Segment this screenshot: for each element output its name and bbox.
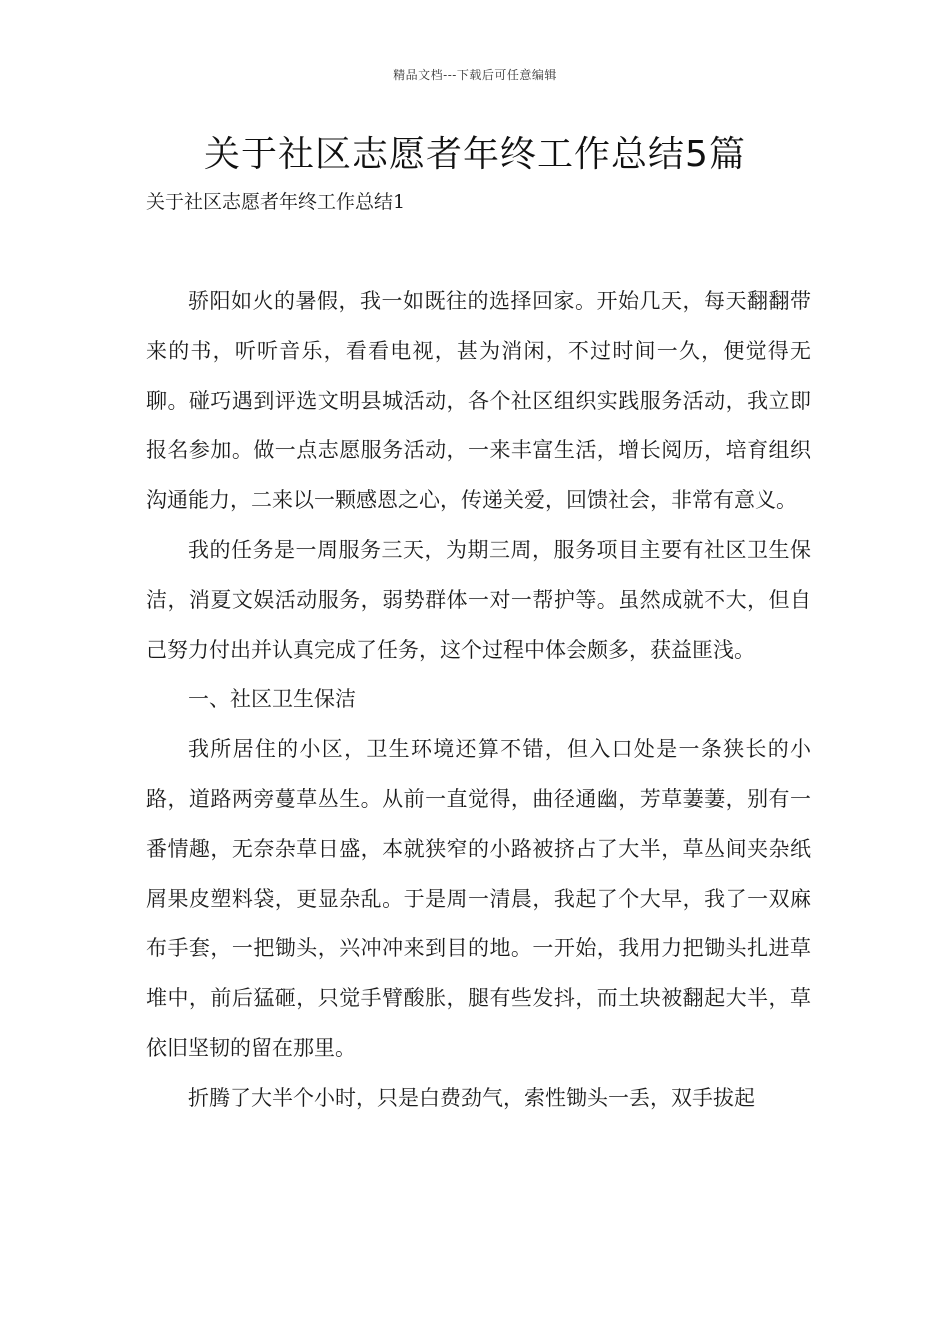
paragraph: 我的任务是一周服务三天，为期三周，服务项目主要有社区卫生保洁，消夏文娱活动服务，弱势群体一对一帮护等。虽然成就不大，但自己努力付出并认真完成了任务，这个过程中体会颇多，获益匪浅。 (146, 537, 811, 662)
header-note: 精品文档---下载后可任意编辑 (393, 68, 557, 82)
section-subtitle: 关于社区志愿者年终工作总结1 (146, 191, 406, 213)
document-body (146, 277, 811, 1124)
paragraph: 折腾了大半个小时，只是白费劲气，索性锄头一丢，双手拔起 (188, 1085, 755, 1110)
section-heading: 一、社区卫生保洁 (188, 687, 356, 712)
paragraph: 我所居住的小区，卫生环境还算不错，但入口处是一条狭长的小路，道路两旁蔓草丛生。从前一直觉得，曲径通幽，芳草萋萋，别有一番情趣，无奈杂草日盛，本就狭窄的小路被挤占了大半，草丛间夹杂纸屑果皮塑料袋，更显杂乱。于是周一清晨，我起了个大早，我了一双麻布手套，一把锄头，兴冲冲来到目的地。一开始，我用力把锄头扎进草堆中，前后猛砸，只觉手臂酸胀，腿有些发抖，而土块被翻起大半，草依旧坚韧的留在那里。 (146, 737, 811, 1060)
document-title: 关于社区志愿者年终工作总结5篇 (204, 134, 746, 175)
paragraph: 骄阳如火的暑假，我一如既往的选择回家。开始几天，每天翻翻带来的书，听听音乐，看看电视，甚为消闲，不过时间一久，便觉得无聊。碰巧遇到评选文明县城活动，各个社区组织实践服务活动，我立即报名参加。做一点志愿服务活动，一来丰富生活，增长阅历，培育组织沟通能力，二来以一颗感恩之心，传递关爱，回馈社会，非常有意义。 (146, 289, 811, 513)
